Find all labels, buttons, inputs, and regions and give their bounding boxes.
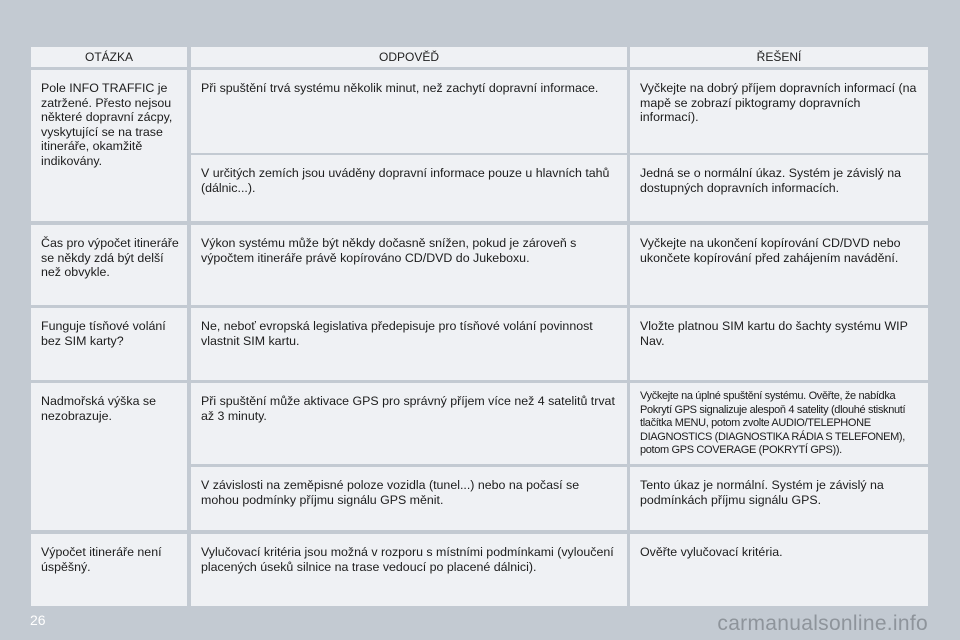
solution-cell: Jedná se o normální úkaz. Systém je závislý na dostupných dopravních informacích. <box>630 155 928 221</box>
question-cell: Čas pro výpočet itineráře se někdy zdá být delší než obvykle. <box>31 225 187 305</box>
header-answer: ODPOVĚĎ <box>191 47 627 67</box>
answer-cell: Ne, neboť evropská legislativa předepisuje pro tísňové volání povinnost vlastnit SIM kartu. <box>191 308 627 380</box>
question-cell: Funguje tísňové volání bez SIM karty? <box>31 308 187 380</box>
header-solution: ŘEŠENÍ <box>630 47 928 67</box>
page-number: 26 <box>30 612 46 628</box>
answer-cell: Při spuštění může aktivace GPS pro správný příjem více než 4 satelitů trvat až 3 minuty. <box>191 383 627 464</box>
solution-cell: Tento úkaz je normální. Systém je závislý na podmínkách příjmu signálu GPS. <box>630 467 928 530</box>
answer-cell: V určitých zemích jsou uváděny dopravní informace pouze u hlavních tahů (dálnic...). <box>191 155 627 221</box>
solution-cell: Vložte platnou SIM kartu do šachty systému WIP Nav. <box>630 308 928 380</box>
answer-cell: V závislosti na zeměpisné poloze vozidla (tunel...) nebo na počasí se mohou podmínky příjmu signálu GPS měnit. <box>191 467 627 530</box>
solution-cell: Vyčkejte na ukončení kopírování CD/DVD nebo ukončete kopírování před zahájením navádění. <box>630 225 928 305</box>
header-question: OTÁZKA <box>31 47 187 67</box>
solution-cell: Vyčkejte na úplné spuštění systému. Ověřte, že nabídka Pokrytí GPS signalizuje alespoň 4 satelity (dlouhé stisknutí tlačítka MENU, potom zvolte AUDIO/TELEPHONE DIAGNOSTICS (DIAGNOSTIKA RÁDIA S TELEFONEM), potom GPS COVERAGE (POKRYTÍ GPS)). <box>630 383 928 464</box>
question-cell: Nadmořská výška se nezobrazuje. <box>31 383 187 530</box>
solution-cell: Ověřte vylučovací kritéria. <box>630 534 928 606</box>
question-cell: Výpočet itineráře není úspěšný. <box>31 534 187 606</box>
watermark: carmanualsonline.info <box>717 612 928 635</box>
solution-cell: Vyčkejte na dobrý příjem dopravních informací (na mapě se zobrazí piktogramy dopravních informací). <box>630 70 928 153</box>
question-cell: Pole INFO TRAFFIC je zatržené. Přesto nejsou některé dopravní zácpy, vyskytující se na trase itineráře, okamžitě indikovány. <box>31 70 187 221</box>
answer-cell: Výkon systému může být někdy dočasně snížen, pokud je zároveň s výpočtem itineráře právě kopírováno CD/DVD do Jukeboxu. <box>191 225 627 305</box>
answer-cell: Vylučovací kritéria jsou možná v rozporu s místními podmínkami (vyloučení placených úseků silnice na trase vedoucí po placené dálnici). <box>191 534 627 606</box>
answer-cell: Při spuštění trvá systému několik minut, než zachytí dopravní informace. <box>191 70 627 153</box>
